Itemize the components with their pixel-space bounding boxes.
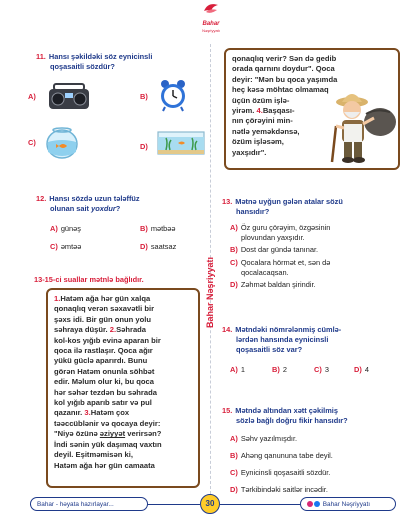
passage-line: heç kəsə möhtac olmamaq [232, 85, 329, 95]
passage-line: görən Hatəm onunla söhbət [54, 366, 155, 376]
question-15-title: 15. Mətndə altından xətt çəkilmiş sözlə bağlı doğru fikir hansıdır? [222, 406, 348, 425]
question-13-option-a[interactable]: A) Öz guru çörəyim, özgəsinin plovundan yaxşıdır. [230, 223, 331, 242]
passage-line: İndi sənin yük daşımaq vaxtın [54, 439, 162, 449]
logo-brand-sub: Nəşriyyatı [202, 28, 220, 33]
question-14-option-d[interactable]: D) 4 [354, 365, 369, 374]
question-11 [36, 52, 206, 72]
question-14-option-b[interactable]: B) 2 [272, 365, 287, 374]
footer-slogan: Bahar - həyata hazırlayar... [30, 497, 148, 511]
passage-line: özüm işləsəm, [232, 137, 284, 147]
question-11-number: 11. [36, 52, 46, 61]
passage-line: nın çörəyini min- [232, 116, 293, 126]
question-13-title: 13. Mətnə uyğun gələn atalar sözü hansıdır? [222, 197, 343, 216]
question-12-option-b[interactable]: B) mətbəə [140, 224, 176, 233]
question-15-option-a[interactable]: A) Səhv yazılmışdır. [230, 434, 298, 443]
passage-box-left [46, 288, 200, 488]
page-number: 30 [200, 494, 220, 514]
passage-line: hər səhər tezdən bu səhrada [54, 387, 157, 397]
passage-line: 1.Hatəm ağa hər gün xalqa [54, 294, 151, 303]
alarm-clock-icon [156, 78, 190, 112]
question-11-title: 11. Hansı şəkildəki söz eynicinsli qoşasaitli sözdür? [36, 52, 153, 71]
question-15-option-b[interactable]: B) Ahəng qanununa tabe deyil. [230, 451, 333, 460]
passage-line: edir. Məlum olur ki, bu qoca [54, 377, 155, 387]
passage-line: yükü güclə aparırdı. Bunu [54, 356, 148, 366]
publisher-logo [198, 2, 224, 42]
passage-line: təəccüblənir və qocaya deyir: [54, 418, 161, 428]
aquarium-icon [156, 128, 206, 158]
passage-line: deyil. Eşitməmisən ki, [54, 450, 133, 460]
side-brand [200, 240, 220, 330]
logo-brand: Bahar [202, 21, 220, 27]
question-12-option-c[interactable]: C) əmtəə [50, 242, 82, 251]
question-11-option-a[interactable]: A) [28, 82, 98, 112]
question-14-title: 14. Mətndəki nömrələnmiş cümlə- lərdən hansında eynicinsli qoşasaitli söz var? [222, 325, 342, 354]
question-13-number: 13. [222, 197, 233, 206]
passage-line: orada qarnını doydur". Qoca [232, 64, 335, 74]
question-11-option-c[interactable]: C) [28, 126, 98, 160]
question-12-option-a[interactable]: A) günəş [50, 224, 81, 233]
passage-line: qonaqlıq verən səxavətli bir [54, 304, 155, 314]
question-15-option-d[interactable]: D) Tərkibindəki saitlər incədir. [230, 485, 328, 494]
instagram-icon [307, 501, 313, 507]
passage-line: kol yığıb aparıb satır və pul [54, 398, 152, 408]
underlined-word: əziyyət [99, 429, 126, 439]
question-13-option-b[interactable]: B) Dost dar gündə tanınar. [230, 245, 319, 254]
passage-line: nətlə yeməkdənsə, [232, 126, 300, 136]
passage-line: şəxs idi. Bir gün onun yolu [54, 314, 152, 324]
question-14-number: 14. [222, 325, 233, 334]
facebook-icon [314, 501, 320, 507]
fishbowl-icon [44, 126, 80, 160]
radio-icon [46, 82, 92, 112]
question-11-option-b[interactable]: B) [140, 78, 200, 112]
passage-line: Hatəm ağa hər gün camaata [54, 460, 155, 470]
passage-line: yaxşıdır". [232, 147, 267, 157]
question-14-options [230, 365, 400, 377]
bird-logo-icon [202, 2, 220, 16]
footer-publisher: Bahar Nəşriyyatı [300, 497, 396, 511]
passage-line: yirəm. 4.Başqası- [232, 106, 295, 116]
question-12 [36, 194, 206, 251]
question-12-number: 12. [36, 194, 47, 203]
question-13-option-c[interactable]: C) Qocalara hörmət et, sən də qocalacaqsan. [230, 258, 331, 277]
passage-line: səhraya düşür. 2.Səhrada [54, 325, 147, 335]
question-14 [222, 325, 398, 374]
question-15 [222, 406, 398, 494]
question-13-option-d[interactable]: D) Zəhmət baldan şirindir. [230, 280, 316, 289]
question-15-option-c[interactable]: C) Eynicinsli qoşasaitli sözdür. [230, 468, 331, 477]
passage-line: kol-kos yığıb evinə aparan bir [54, 335, 161, 345]
passage-header: 13-15-ci suallar mətnlə bağlıdır. [34, 275, 144, 284]
passage-line: qoca ilə rastlaşır. Qoca ağır [54, 346, 153, 356]
passage-line: qonaqlıq verir? Sən də gedib [232, 54, 337, 63]
passage-line: deyir: "Mən bu qoca yaşımda [232, 74, 338, 84]
passage-box-right [224, 48, 400, 170]
passage-line: üçün özüm işlə- [232, 95, 290, 105]
side-brand-text: Bahar Nəşriyyatı [205, 256, 215, 328]
passage-line: "Niyə özünə əziyyət verirsən? [54, 429, 162, 439]
passage-line: qazanır. 3.Hatəm çox [54, 408, 130, 418]
question-14-option-a[interactable]: A) 1 [230, 365, 245, 374]
question-13 [222, 197, 398, 289]
question-15-number: 15. [222, 406, 233, 415]
question-11-option-d[interactable]: D) [140, 128, 210, 162]
old-man-illustration [322, 80, 398, 168]
question-12-title: 12. Hansı sözdə uzun tələffüz olunan sait yoxdur? [36, 194, 140, 213]
question-12-option-d[interactable]: D) saatsaz [140, 242, 177, 251]
question-14-option-c[interactable]: C) 3 [314, 365, 329, 374]
